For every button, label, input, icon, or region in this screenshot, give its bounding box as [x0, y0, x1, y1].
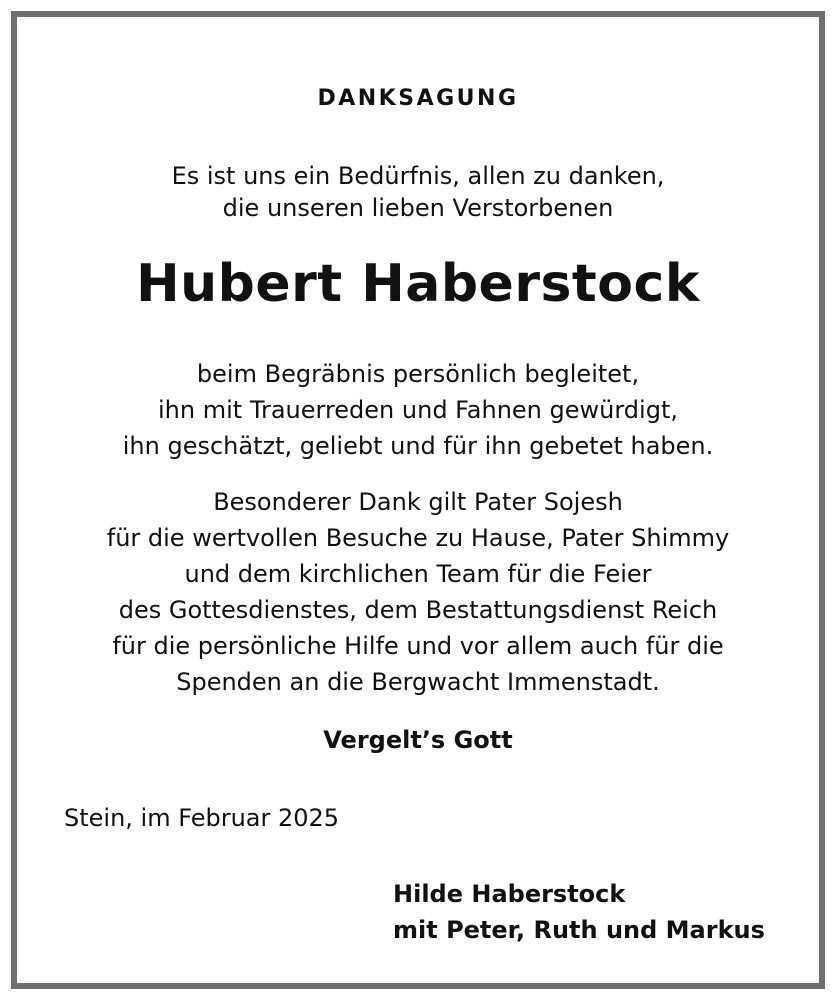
thanks-line: ihn mit Trauerreden und Fahnen gewürdigt, [158, 396, 678, 424]
notice-heading: DANKSAGUNG [317, 86, 519, 111]
intro-line: die unseren lieben Verstorbenen [222, 194, 614, 222]
thanks-text [0, 356, 836, 464]
intro-line: Es ist uns ein Bedürfnis, allen zu danken, [171, 162, 665, 190]
deceased-name: Hubert Haberstock [136, 254, 700, 314]
special-thanks-text [0, 484, 836, 700]
special-thanks-line: Spenden an die Bergwacht Immenstadt. [176, 668, 660, 696]
special-thanks-line: für die wertvollen Besuche zu Hause, Pater Shimmy [106, 524, 730, 552]
special-thanks-line: des Gottesdienstes, dem Bestattungsdienst Reich [118, 596, 718, 624]
intro-text [0, 160, 836, 224]
closing-phrase: Vergelt’s Gott [323, 726, 513, 754]
signature-line: mit Peter, Ruth und Markus [393, 916, 765, 944]
special-thanks-line: für die persönliche Hilfe und vor allem auch für die [112, 632, 724, 660]
thanks-line: beim Begräbnis persönlich begleitet, [196, 360, 640, 388]
thanks-line: ihn geschätzt, geliebt und für ihn gebetet haben. [122, 432, 714, 460]
special-thanks-line: Besonderer Dank gilt Pater Sojesh [213, 488, 623, 516]
signature-block [393, 876, 765, 948]
signature-line: Hilde Haberstock [393, 880, 626, 908]
place-date: Stein, im Februar 2025 [64, 804, 340, 832]
special-thanks-line: und dem kirchlichen Team für die Feier [184, 560, 652, 588]
